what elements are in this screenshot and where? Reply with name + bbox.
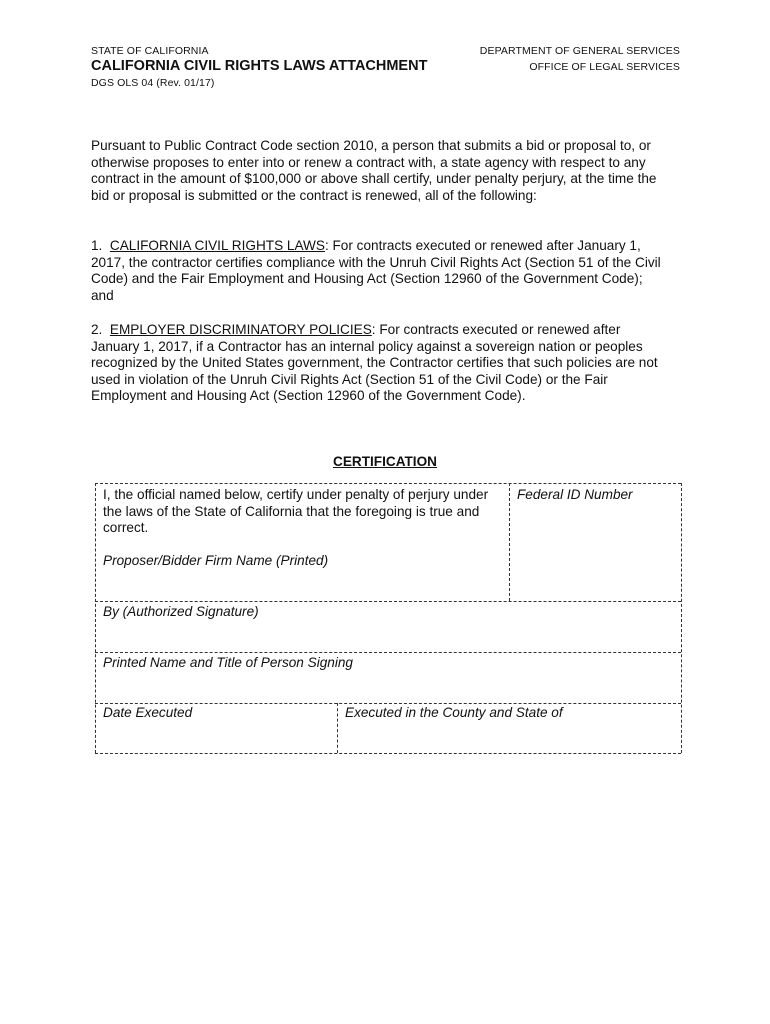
signature-label: By (Authorized Signature) [103,604,259,619]
date-executed-label: Date Executed [103,705,193,720]
item-2-line: recognized by the United States government, the Contractor certifies that such policies are not [91,355,658,371]
item-1-heading: CALIFORNIA CIVIL RIGHTS LAWS [109,238,325,253]
intro-line: otherwise proposes to enter into or renew a contract with, a state agency with respect to any [91,154,646,170]
intro-line: contract in the amount of $100,000 or above shall certify, under penalty perjury, at the time the [91,171,657,187]
intro-line: Pursuant to Public Contract Code section 2010, a person that submits a bid or proposal to, or [91,138,651,153]
form-number: DGS OLS 04 (Rev. 01/17) [91,77,215,89]
item-2-number: 2. [91,322,103,337]
statement-line: correct. [103,520,149,536]
intro-paragraph [91,138,656,204]
date-executed-field[interactable] [103,705,331,750]
item-1-line: 2017, the contractor certifies compliance with the Unruh Civil Rights Act (Section 51 of the Civil [91,254,661,270]
signature-field[interactable] [103,604,677,649]
form-border-left [95,483,96,753]
item-2 [91,322,658,405]
item-1-line: Code) and the Fair Employment and Housing Act (Section 12960 of the Government Code); [91,271,643,287]
item-1-first-line [91,238,661,255]
item-2-heading: EMPLOYER DISCRIMINATORY POLICIES [109,322,372,337]
item-2-line: Employment and Housing Act (Section 12960 of the Government Code). [91,388,526,404]
form-divider [95,703,681,704]
form-divider [95,601,681,602]
form-border-bottom [95,753,681,754]
item-2-first-line [91,322,658,339]
county-state-field[interactable] [345,705,677,750]
certification-statement [103,487,488,537]
statement-line: I, the official named below, certify under penalty of perjury under [103,487,489,502]
intro-line: bid or proposal is submitted or the contract is renewed, all of the following: [91,187,537,203]
form-divider-vertical [509,483,510,601]
printed-name-label: Printed Name and Title of Person Signing [103,655,353,670]
county-state-label: Executed in the County and State of [345,705,563,720]
item-2-line: January 1, 2017, if a Contractor has an internal policy against a sovereign nation or peoples [91,338,643,354]
firm-name-label: Proposer/Bidder Firm Name (Printed) [103,553,329,568]
department-label: DEPARTMENT OF GENERAL SERVICES [479,45,680,57]
item-2-line: used in violation of the Unruh Civil Rights Act (Section 51 of the Civil Code) or the Fair [91,371,608,387]
statement-line: the laws of the State of California that the foregoing is true and [103,503,480,519]
federal-id-label: Federal ID Number [517,487,633,502]
form-divider-vertical [337,703,338,753]
document-title: CALIFORNIA CIVIL RIGHTS LAWS ATTACHMENT [91,58,428,74]
firm-name-field[interactable] [103,553,503,599]
item-1 [91,238,661,304]
item-1-line: and [91,287,114,303]
certification-heading: CERTIFICATION [333,454,437,469]
printed-name-field[interactable] [103,655,677,700]
federal-id-field[interactable] [517,487,677,597]
state-label: STATE OF CALIFORNIA [91,45,209,57]
item-1-first-line-rest: : For contracts executed or renewed after January 1, [324,238,641,253]
item-1-number: 1. [91,238,103,253]
form-divider [95,652,681,653]
form-border-right [681,483,682,753]
item-2-first-line-rest: : For contracts executed or renewed after [371,322,621,337]
office-label: OFFICE OF LEGAL SERVICES [529,61,680,73]
form-border-top [95,483,681,484]
